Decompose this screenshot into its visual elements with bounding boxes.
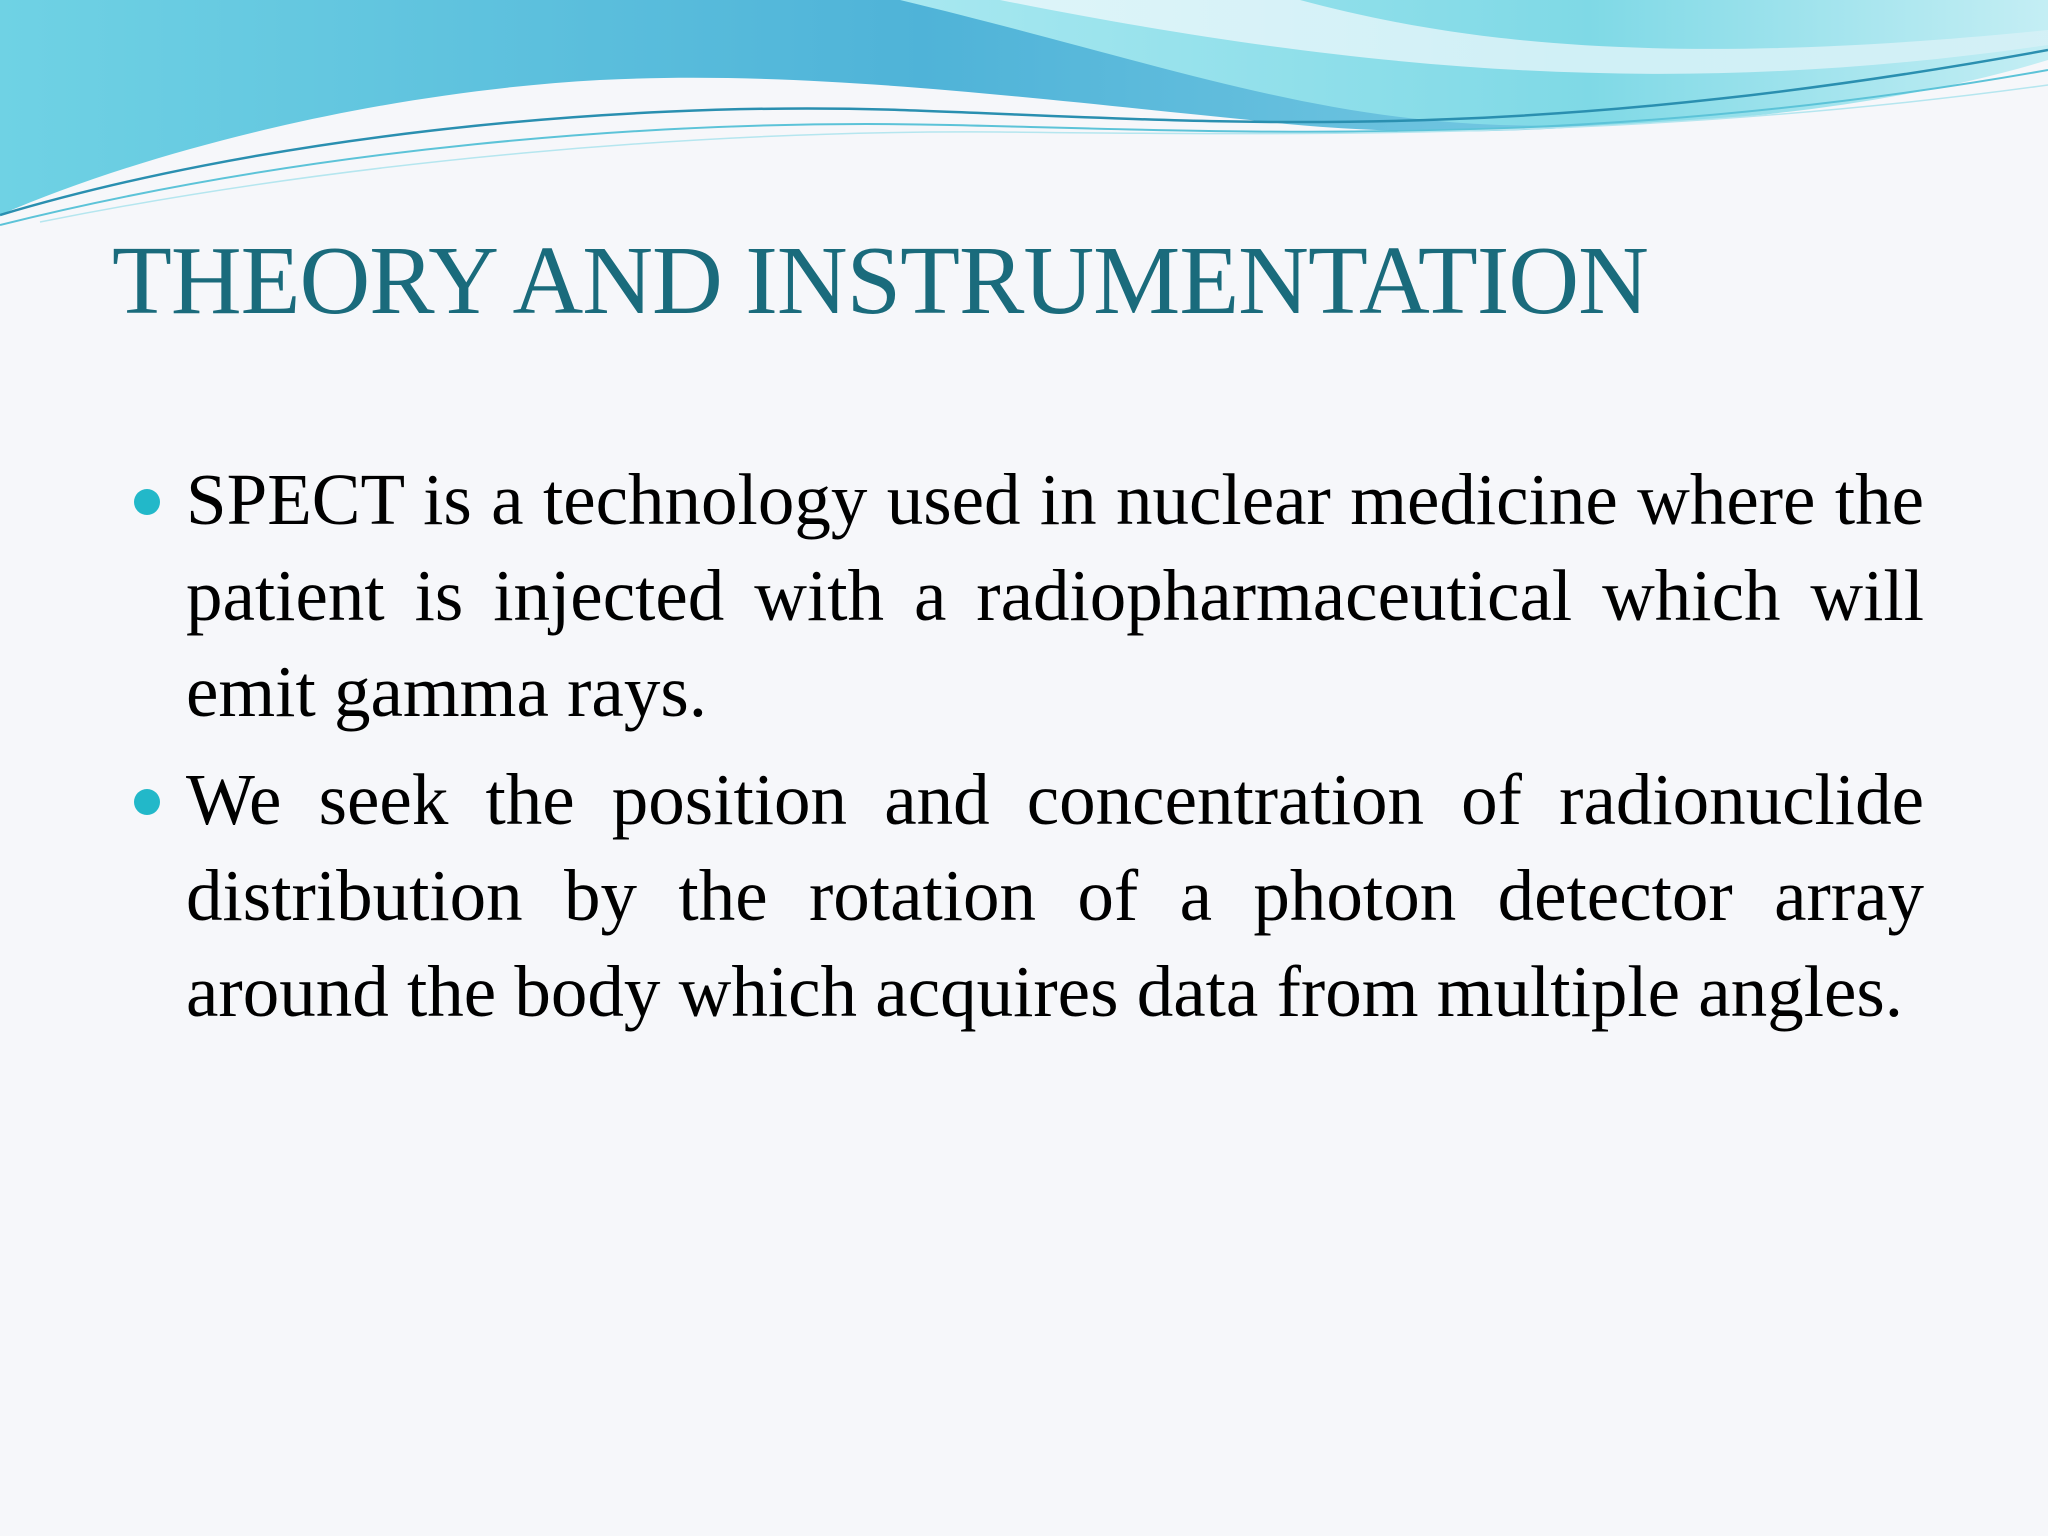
- bullet-list: [134, 452, 1924, 1052]
- bullet-item: [134, 752, 1924, 1040]
- bullet-text: We seek the position and concentration of radionuclide distribution by the rotation of a photon detector array around the body which acquires data from multiple angles.: [186, 759, 1924, 1032]
- bullet-item: [134, 452, 1924, 740]
- bullet-dot-icon: [134, 489, 160, 515]
- bullet-text: SPECT is a technology used in nuclear medicine where the patient is injected with a radiopharmaceutical which will emit gamma rays.: [186, 459, 1924, 732]
- slide-title: THEORY AND INSTRUMENTATION: [112, 227, 1648, 335]
- bullet-dot-icon: [134, 789, 160, 815]
- header-wave-decoration: [0, 0, 2048, 260]
